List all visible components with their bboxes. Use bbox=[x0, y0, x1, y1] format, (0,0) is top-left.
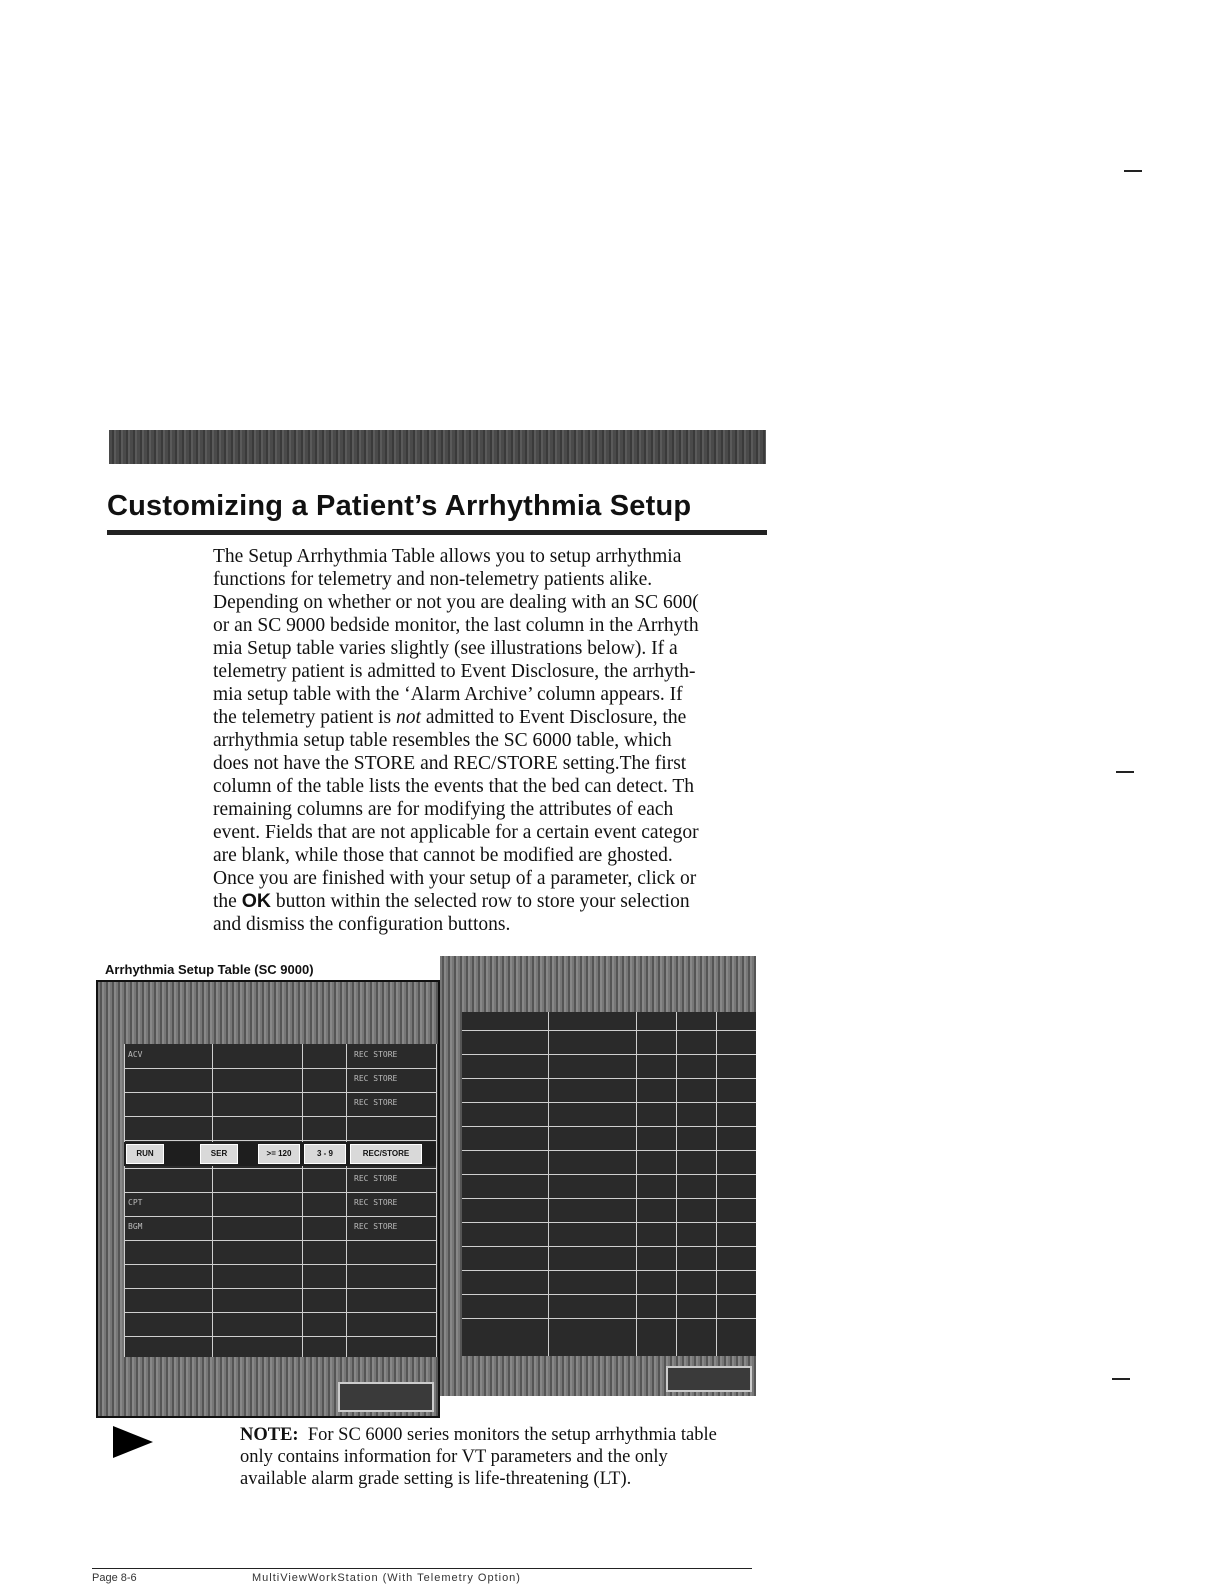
cell-value: REC STORE bbox=[354, 1098, 398, 1107]
rate-select[interactable]: >= 120 bbox=[258, 1144, 300, 1164]
body-line: does not have the STORE and REC/STORE setting.The first bbox=[213, 753, 687, 774]
body-line: or an SC 9000 bedside monitor, the last column in the Arrhyth bbox=[213, 615, 699, 636]
body-line: event. Fields that are not applicable for a certain event categor bbox=[213, 822, 699, 843]
sc9000-table-screenshot bbox=[96, 980, 440, 1418]
row-label: ACV bbox=[128, 1050, 143, 1059]
section-header-bar bbox=[109, 430, 766, 464]
body-line: column of the table lists the events that the bed can detect. Th bbox=[213, 776, 695, 797]
close-button[interactable] bbox=[338, 1382, 434, 1412]
margin-mark bbox=[1112, 1378, 1130, 1380]
footer-rule bbox=[92, 1568, 752, 1569]
title-underline bbox=[107, 530, 767, 535]
note-line: available alarm grade setting is life-threatening (LT). bbox=[240, 1469, 632, 1489]
body-line: the OK button within the selected row to store your selection bbox=[213, 890, 690, 912]
body-paragraph bbox=[213, 545, 765, 936]
page-number: Page 8-6 bbox=[92, 1572, 137, 1584]
close-button[interactable] bbox=[666, 1366, 752, 1392]
body-line: Once you are finished with your setup of a parameter, click or bbox=[213, 868, 697, 889]
figure-caption: Arrhythmia Setup Table (SC 9000) bbox=[105, 962, 314, 977]
count-select[interactable]: 3 - 9 bbox=[304, 1144, 346, 1164]
sc6000-table-screenshot bbox=[440, 956, 756, 1396]
page-title: Customizing a Patient’s Arrhythmia Setup bbox=[107, 490, 692, 522]
row-label: CPT bbox=[128, 1198, 143, 1207]
event-label-button[interactable]: RUN bbox=[126, 1144, 164, 1164]
body-line: mia setup table with the ‘Alarm Archive’ column appears. If bbox=[213, 684, 683, 705]
body-line: telemetry patient is admitted to Event Disclosure, the arrhyth- bbox=[213, 661, 696, 682]
archive-select[interactable]: REC/STORE bbox=[350, 1144, 422, 1164]
note-block bbox=[240, 1424, 756, 1490]
body-line: are blank, while those that cannot be modified are ghosted. bbox=[213, 845, 673, 866]
body-line: arrhythmia setup table resembles the SC 6000 table, which bbox=[213, 730, 672, 751]
body-line: The Setup Arrhythmia Table allows you to setup arrhythmia bbox=[213, 546, 682, 567]
note-line: only contains information for VT parameters and the only bbox=[240, 1447, 668, 1467]
row-label: BGM bbox=[128, 1222, 143, 1231]
body-line: remaining columns are for modifying the attributes of each bbox=[213, 799, 674, 820]
cell-value: REC STORE bbox=[354, 1050, 398, 1059]
margin-mark bbox=[1116, 771, 1134, 773]
footer-title: MultiViewWorkStation (With Telemetry Option) bbox=[252, 1572, 521, 1584]
cell-value: REC STORE bbox=[354, 1222, 398, 1231]
cell-value: REC STORE bbox=[354, 1174, 398, 1183]
cell-value: REC STORE bbox=[354, 1074, 398, 1083]
body-line: the telemetry patient is not admitted to Event Disclosure, the bbox=[213, 707, 687, 728]
body-line: Depending on whether or not you are dealing with an SC 600( bbox=[213, 592, 699, 613]
body-line: mia Setup table varies slightly (see illustrations below). If a bbox=[213, 638, 678, 659]
margin-mark bbox=[1124, 170, 1142, 172]
note-arrow-icon bbox=[113, 1426, 153, 1458]
body-line: functions for telemetry and non-telemetry patients alike. bbox=[213, 569, 653, 590]
body-line: and dismiss the configuration buttons. bbox=[213, 914, 511, 935]
note-line: NOTE: For SC 6000 series monitors the setup arrhythmia table bbox=[240, 1425, 717, 1445]
selected-row[interactable] bbox=[124, 1142, 436, 1166]
grade-select[interactable]: SER bbox=[200, 1144, 238, 1164]
cell-value: REC STORE bbox=[354, 1198, 398, 1207]
